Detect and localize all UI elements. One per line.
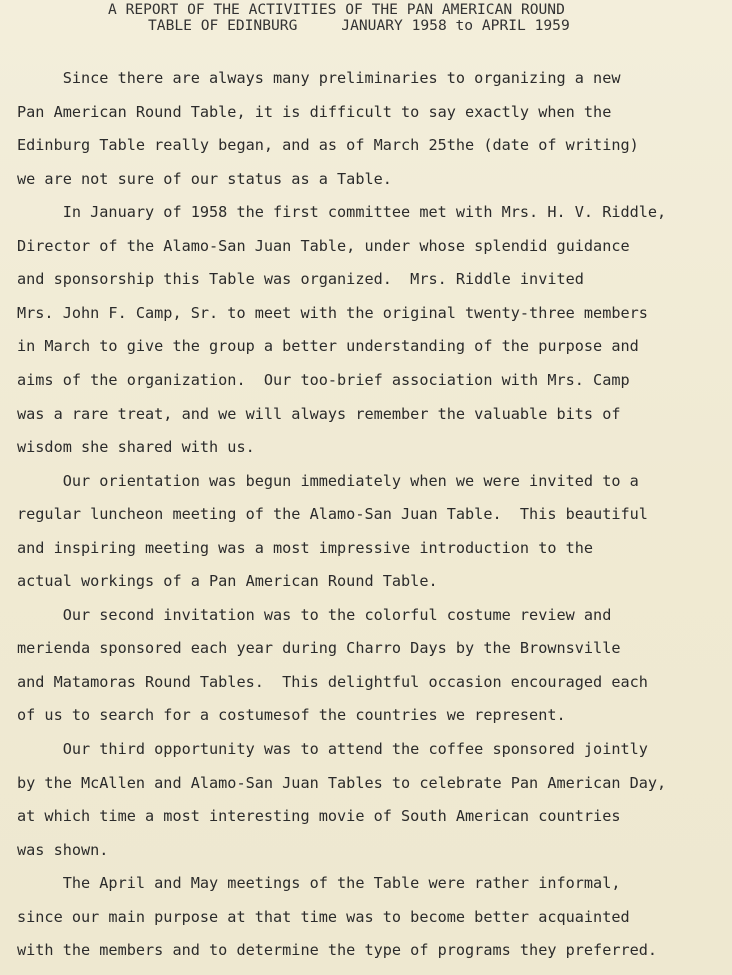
text-line: Director of the Alamo-San Juan Table, under whose splendid guidance (17, 236, 630, 255)
report-title: A REPORT OF THE ACTIVITIES OF THE PAN AMERICAN ROUND (108, 1, 565, 18)
text-line: we are not sure of our status as a Table. (17, 169, 392, 188)
text-line: actual workings of a Pan American Round Table. (17, 572, 438, 591)
text-line: and Matamoras Round Tables. This delightful occasion encouraged each (17, 672, 648, 691)
text-line: Our third opportunity was to attend the coffee sponsored jointly (17, 740, 648, 758)
text-line: Mrs. John F. Camp, Sr. to meet with the original twenty-three members (17, 303, 648, 322)
text-line: Edinburg Table really began, and as of March 25the (date of writing) (17, 136, 639, 155)
text-line: was a rare treat, and we will always remember the valuable bits of (17, 404, 621, 423)
text-line: by the McAllen and Alamo-San Juan Tables to celebrate Pan American Day, (17, 773, 667, 792)
text-line: The April and May meetings of the Table were rather informal, (17, 874, 621, 893)
text-line: wisdom she shared with us. (17, 438, 255, 456)
text-line: aims of the organization. Our too-brief association with Mrs. Camp (17, 370, 630, 389)
text-line: Pan American Round Table, it is difficult to say exactly when the (17, 102, 612, 121)
text-line: since our main purpose at that time was to become better acquainted (17, 907, 630, 926)
text-line: in March to give the group a better understanding of the purpose and (17, 337, 639, 356)
text-line: of us to search for a costumesof the countries we represent. (17, 706, 566, 725)
text-line: Since there are always many preliminaries to organizing a new (17, 69, 621, 87)
report-subtitle: TABLE OF EDINBURG JANUARY 1958 to APRIL 1959 (148, 17, 570, 34)
text-line: with the members and to determine the type of programs they preferred. (17, 941, 658, 960)
text-line: and sponsorship this Table was organized. Mrs. Riddle invited (17, 270, 584, 289)
text-line: at which time a most interesting movie of South American countries (17, 807, 621, 826)
text-line: merienda sponsored each year during Charro Days by the Brownsville (17, 639, 621, 658)
text-line: was shown. (17, 840, 109, 859)
text-line: Our second invitation was to the colorful costume review and (17, 605, 612, 624)
text-line: regular luncheon meeting of the Alamo-San Juan Table. This beautiful (17, 505, 648, 524)
text-line: Our orientation was begun immediately when we were invited to a (17, 471, 639, 490)
text-line: and inspiring meeting was a most impressive introduction to the (17, 538, 594, 557)
text-line: In January of 1958 the first committee met with Mrs. H. V. Riddle, (17, 203, 667, 222)
